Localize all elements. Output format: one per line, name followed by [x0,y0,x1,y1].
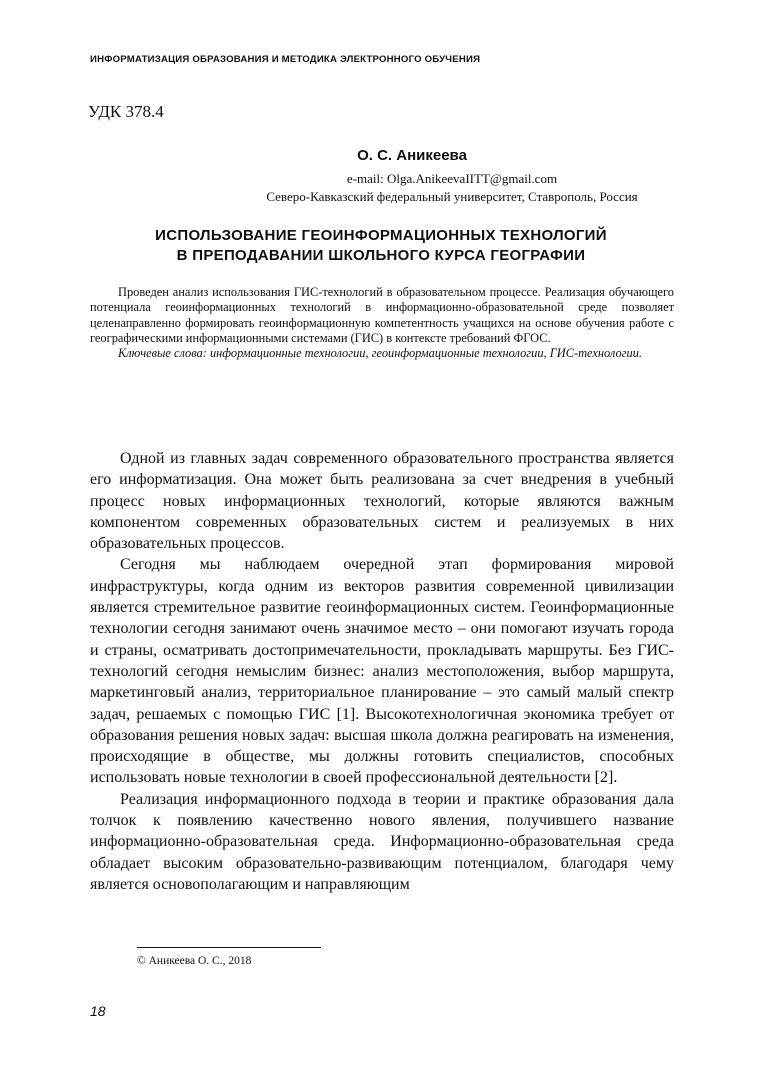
footnote-divider [137,947,321,948]
abstract-text: Проведен анализ использования ГИС-технологий в образовательном процессе. Реализация обучающего потенциала геоинформационных технологий в информационно-образовательной среде позволяет целенаправленно формировать геоинформационную компетентность учащихся на основе обучения работе с географическими информационными системами (ГИС) в контексте требований ФГОС. [90,285,674,345]
running-header: ИНФОРМАТИЗАЦИЯ ОБРАЗОВАНИЯ И МЕТОДИКА ЭЛЕКТРОННОГО ОБУЧЕНИЯ [90,54,481,65]
body-paragraph: Сегодня мы наблюдаем очередной этап формирования мировой инфраструктуры, когда одним из векторов развития современной цивилизации является стремительное развитие геоинформационных систем. Геоинформационные технологии сегодня занимают очень значимое место – они помогают изучать города и страны, осматривать достопримечательности, прокладывать маршруты. Без ГИС-технологий сегодня немыслим бизнес: анализ местоположения, выбор маршрута, маркетинговый анализ, территориальное планирование – это самый малый спектр задач, решаемых с помощью ГИС [1]. Высокотехнологичная экономика требует от образования решения новых задач: высшая школа должна реагировать на изменения, происходящие в обществе, мы должны готовить специалистов, способных использовать новые технологии в своей профессиональной деятельности [2]. [90,556,674,787]
body-paragraph: Реализация информационного подхода в теории и практике образования дала толчок к появлению качественно нового явления, получившего название информационно-образовательная среда. Информационно-образовательная среда обладает высоким образовательно-развивающим потенциалом, благодаря чему является основополагающим и направляющим [90,790,674,893]
author-affiliation: Северо-Кавказский федеральный университет, Ставрополь, Россия [266,189,638,204]
page-number: 18 [90,1003,106,1019]
udk-code: УДК 378.4 [88,102,164,121]
copyright-footnote: © Аникеева О. С., 2018 [137,955,252,967]
article-title-line-2: В ПРЕПОДАВАНИИ ШКОЛЬНОГО КУРСА ГЕОГРАФИИ [176,247,586,264]
keywords: Ключевые слова: информационные технологии, геоинформационные технологии, ГИС-технологии. [118,346,642,361]
article-title-line-1: ИСПОЛЬЗОВАНИЕ ГЕОИНФОРМАЦИОННЫХ ТЕХНОЛОГИЙ [155,227,607,244]
abstract [90,285,674,361]
author-name: О. С. Аникеева [357,147,467,164]
body-text [90,448,674,895]
author-email: e-mail: Olga.AnikeevaIITT@gmail.com [346,171,558,186]
body-paragraph: Одной из главных задач современного образовательного пространства является его информатизация. Она может быть реализована за счет внедрения в учебный процесс новых информационных технологий, которые являются важным компонентом современных образовательных систем и реализуемых в них образовательных процессов. [90,450,674,553]
